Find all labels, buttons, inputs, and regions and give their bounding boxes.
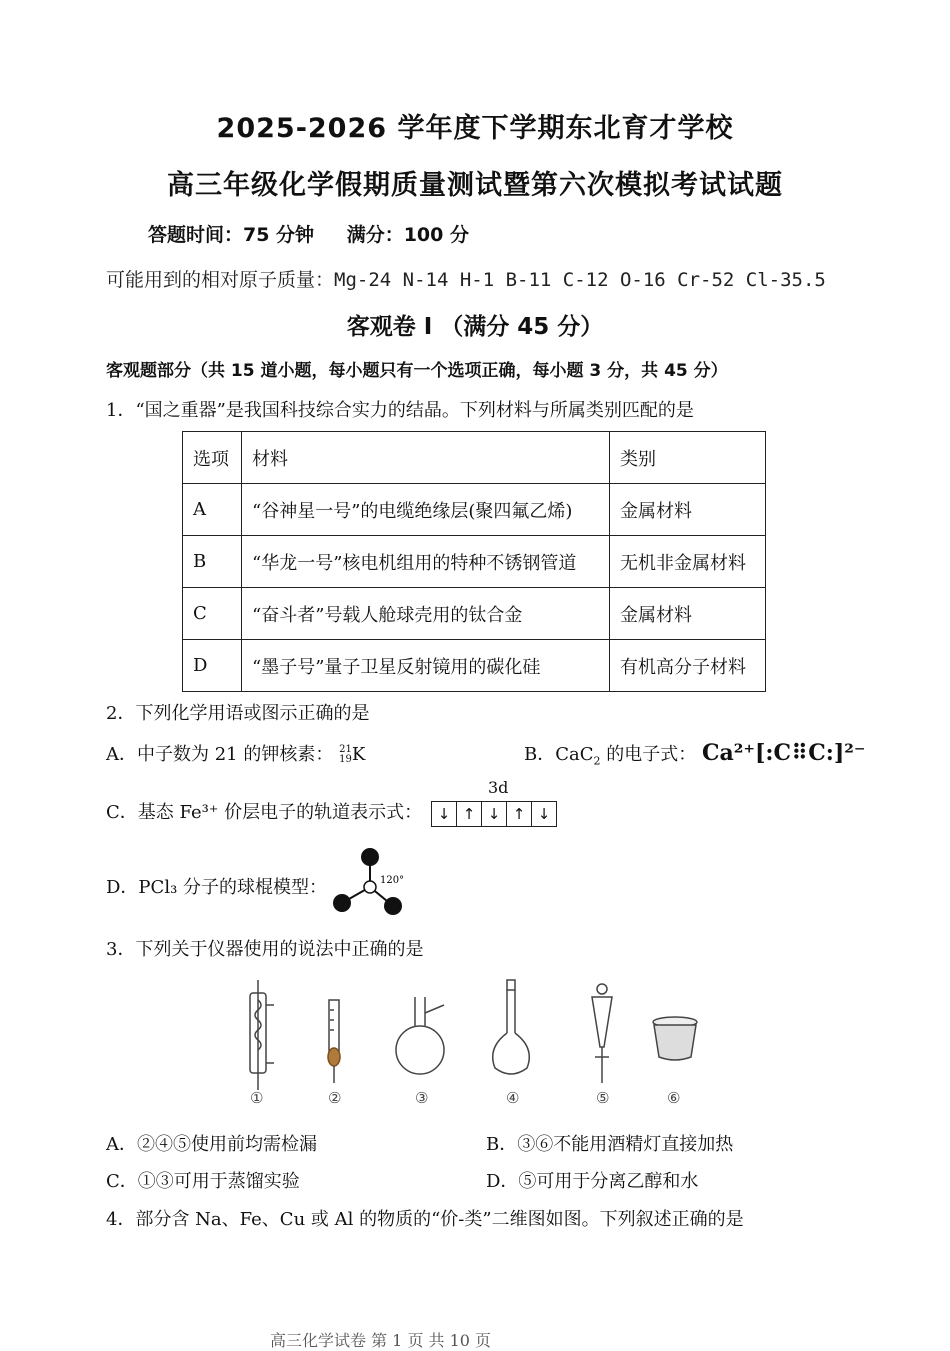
q2-option-a-text: A．中子数为 21 的钾核素： bbox=[106, 744, 334, 765]
table-row bbox=[183, 640, 766, 692]
mass-number: 21 bbox=[339, 744, 352, 755]
section-title: 客观卷 I （满分 45 分） bbox=[346, 314, 604, 340]
q4-stem: 4．部分含 Na、Fe、Cu 或 Al 的物质的“价-类”二维图如图。下列叙述正确的是 bbox=[106, 1209, 744, 1230]
orbital-box: ↓ bbox=[537, 805, 551, 823]
distilling-flask-icon bbox=[396, 997, 444, 1074]
q2-option-c: C．基态 Fe³⁺ 价层电子的轨道表示式： bbox=[106, 802, 423, 823]
table-cell: “奋斗者”号载人舱球壳用的钛合金 bbox=[242, 588, 610, 640]
q3-option-d: D．⑤可用于分离乙醇和水 bbox=[486, 1171, 699, 1192]
orbital-box: ↓ bbox=[482, 802, 507, 826]
orbital-box: ↑ bbox=[507, 802, 532, 826]
condenser-icon bbox=[250, 980, 274, 1090]
title-line-1: 2025-2026 学年度下学期东北育才学校 bbox=[216, 113, 734, 144]
table-cell: 金属材料 bbox=[610, 484, 766, 536]
apparatus-label: ① bbox=[250, 1089, 264, 1107]
page-footer: 高三化学试卷 第 1 页 共 10 页 bbox=[270, 1331, 492, 1350]
table-header: 类别 bbox=[610, 432, 766, 484]
title-line-2: 高三年级化学假期质量测试暨第六次模拟考试试题 bbox=[167, 170, 783, 201]
q2-stem: 2．下列化学用语或图示正确的是 bbox=[106, 703, 370, 724]
section-instruction: 客观题部分（共 15 道小题，每小题只有一个选项正确，每小题 3 分，共 45 分） bbox=[106, 361, 728, 381]
table-cell: C bbox=[183, 588, 242, 640]
exam-time: 答题时间：75 分钟 bbox=[148, 224, 315, 246]
table-cell: A bbox=[183, 484, 242, 536]
q1-table bbox=[182, 431, 766, 692]
q2-option-b-text-post: 的电子式： bbox=[600, 744, 697, 765]
q2-option-b-text: B．CaC bbox=[524, 744, 594, 765]
exam-score: 满分：100 分 bbox=[346, 224, 469, 246]
apparatus-figure bbox=[230, 975, 710, 1115]
ball-stick-model bbox=[330, 845, 410, 920]
buret-icon bbox=[328, 1000, 340, 1083]
orbital-diagram bbox=[431, 801, 557, 827]
apparatus-label: ⑤ bbox=[596, 1089, 610, 1107]
table-cell: B bbox=[183, 536, 242, 588]
q3-option-b: B．③⑥不能用酒精灯直接加热 bbox=[486, 1134, 734, 1155]
table-row bbox=[183, 588, 766, 640]
crucible-icon bbox=[653, 1017, 697, 1060]
orbital-box: ↓ bbox=[432, 802, 457, 826]
electron-formula: Ca²⁺[:C⠿C:]²⁻ bbox=[701, 740, 866, 766]
table-row bbox=[183, 536, 766, 588]
apparatus-label: ② bbox=[328, 1089, 342, 1107]
volumetric-flask-icon bbox=[493, 980, 530, 1074]
table-cell: 有机高分子材料 bbox=[610, 640, 766, 692]
q2-option-d: D．PCl₃ 分子的球棍模型： bbox=[106, 877, 328, 898]
table-cell: 金属材料 bbox=[610, 588, 766, 640]
q2-option-b bbox=[524, 740, 866, 768]
q1-stem: 1．“国之重器”是我国科技综合实力的结晶。下列材料与所属类别匹配的是 bbox=[106, 400, 694, 421]
table-cell: “华龙一号”核电机组用的特种不锈钢管道 bbox=[242, 536, 610, 588]
subscript: 2 bbox=[593, 754, 601, 768]
q2-option-a bbox=[106, 740, 365, 766]
table-header: 选项 bbox=[183, 432, 242, 484]
atomic-masses: 可能用到的相对原子质量：Mg-24 N-14 H-1 B-11 C-12 O-16 Cr-52 Cl-35.5 bbox=[106, 269, 826, 291]
element-symbol: K bbox=[351, 744, 366, 765]
table-header: 材料 bbox=[242, 432, 610, 484]
table-cell: “谷神星一号”的电缆绝缘层(聚四氟乙烯) bbox=[242, 484, 610, 536]
apparatus-labels bbox=[250, 1089, 680, 1107]
orbital-label: 3d bbox=[488, 778, 509, 797]
atomic-number: 19 bbox=[339, 754, 352, 765]
exam-info bbox=[148, 220, 495, 247]
table-header-row bbox=[183, 432, 766, 484]
table-cell: D bbox=[183, 640, 242, 692]
apparatus-label: ④ bbox=[506, 1089, 520, 1107]
bond-angle-label: 120° bbox=[380, 875, 405, 886]
q3-option-c: C．①③可用于蒸馏实验 bbox=[106, 1171, 300, 1192]
orbital-box: ↑ bbox=[457, 802, 482, 826]
table-row bbox=[183, 484, 766, 536]
q3-option-a: A．②④⑤使用前均需检漏 bbox=[106, 1134, 317, 1155]
table-cell: 无机非金属材料 bbox=[610, 536, 766, 588]
apparatus-label: ⑥ bbox=[667, 1089, 681, 1107]
separatory-funnel-icon bbox=[592, 984, 612, 1083]
q3-stem: 3．下列关于仪器使用的说法中正确的是 bbox=[106, 939, 424, 960]
table-cell: “墨子号”量子卫星反射镜用的碳化硅 bbox=[242, 640, 610, 692]
apparatus-label: ③ bbox=[415, 1089, 429, 1107]
